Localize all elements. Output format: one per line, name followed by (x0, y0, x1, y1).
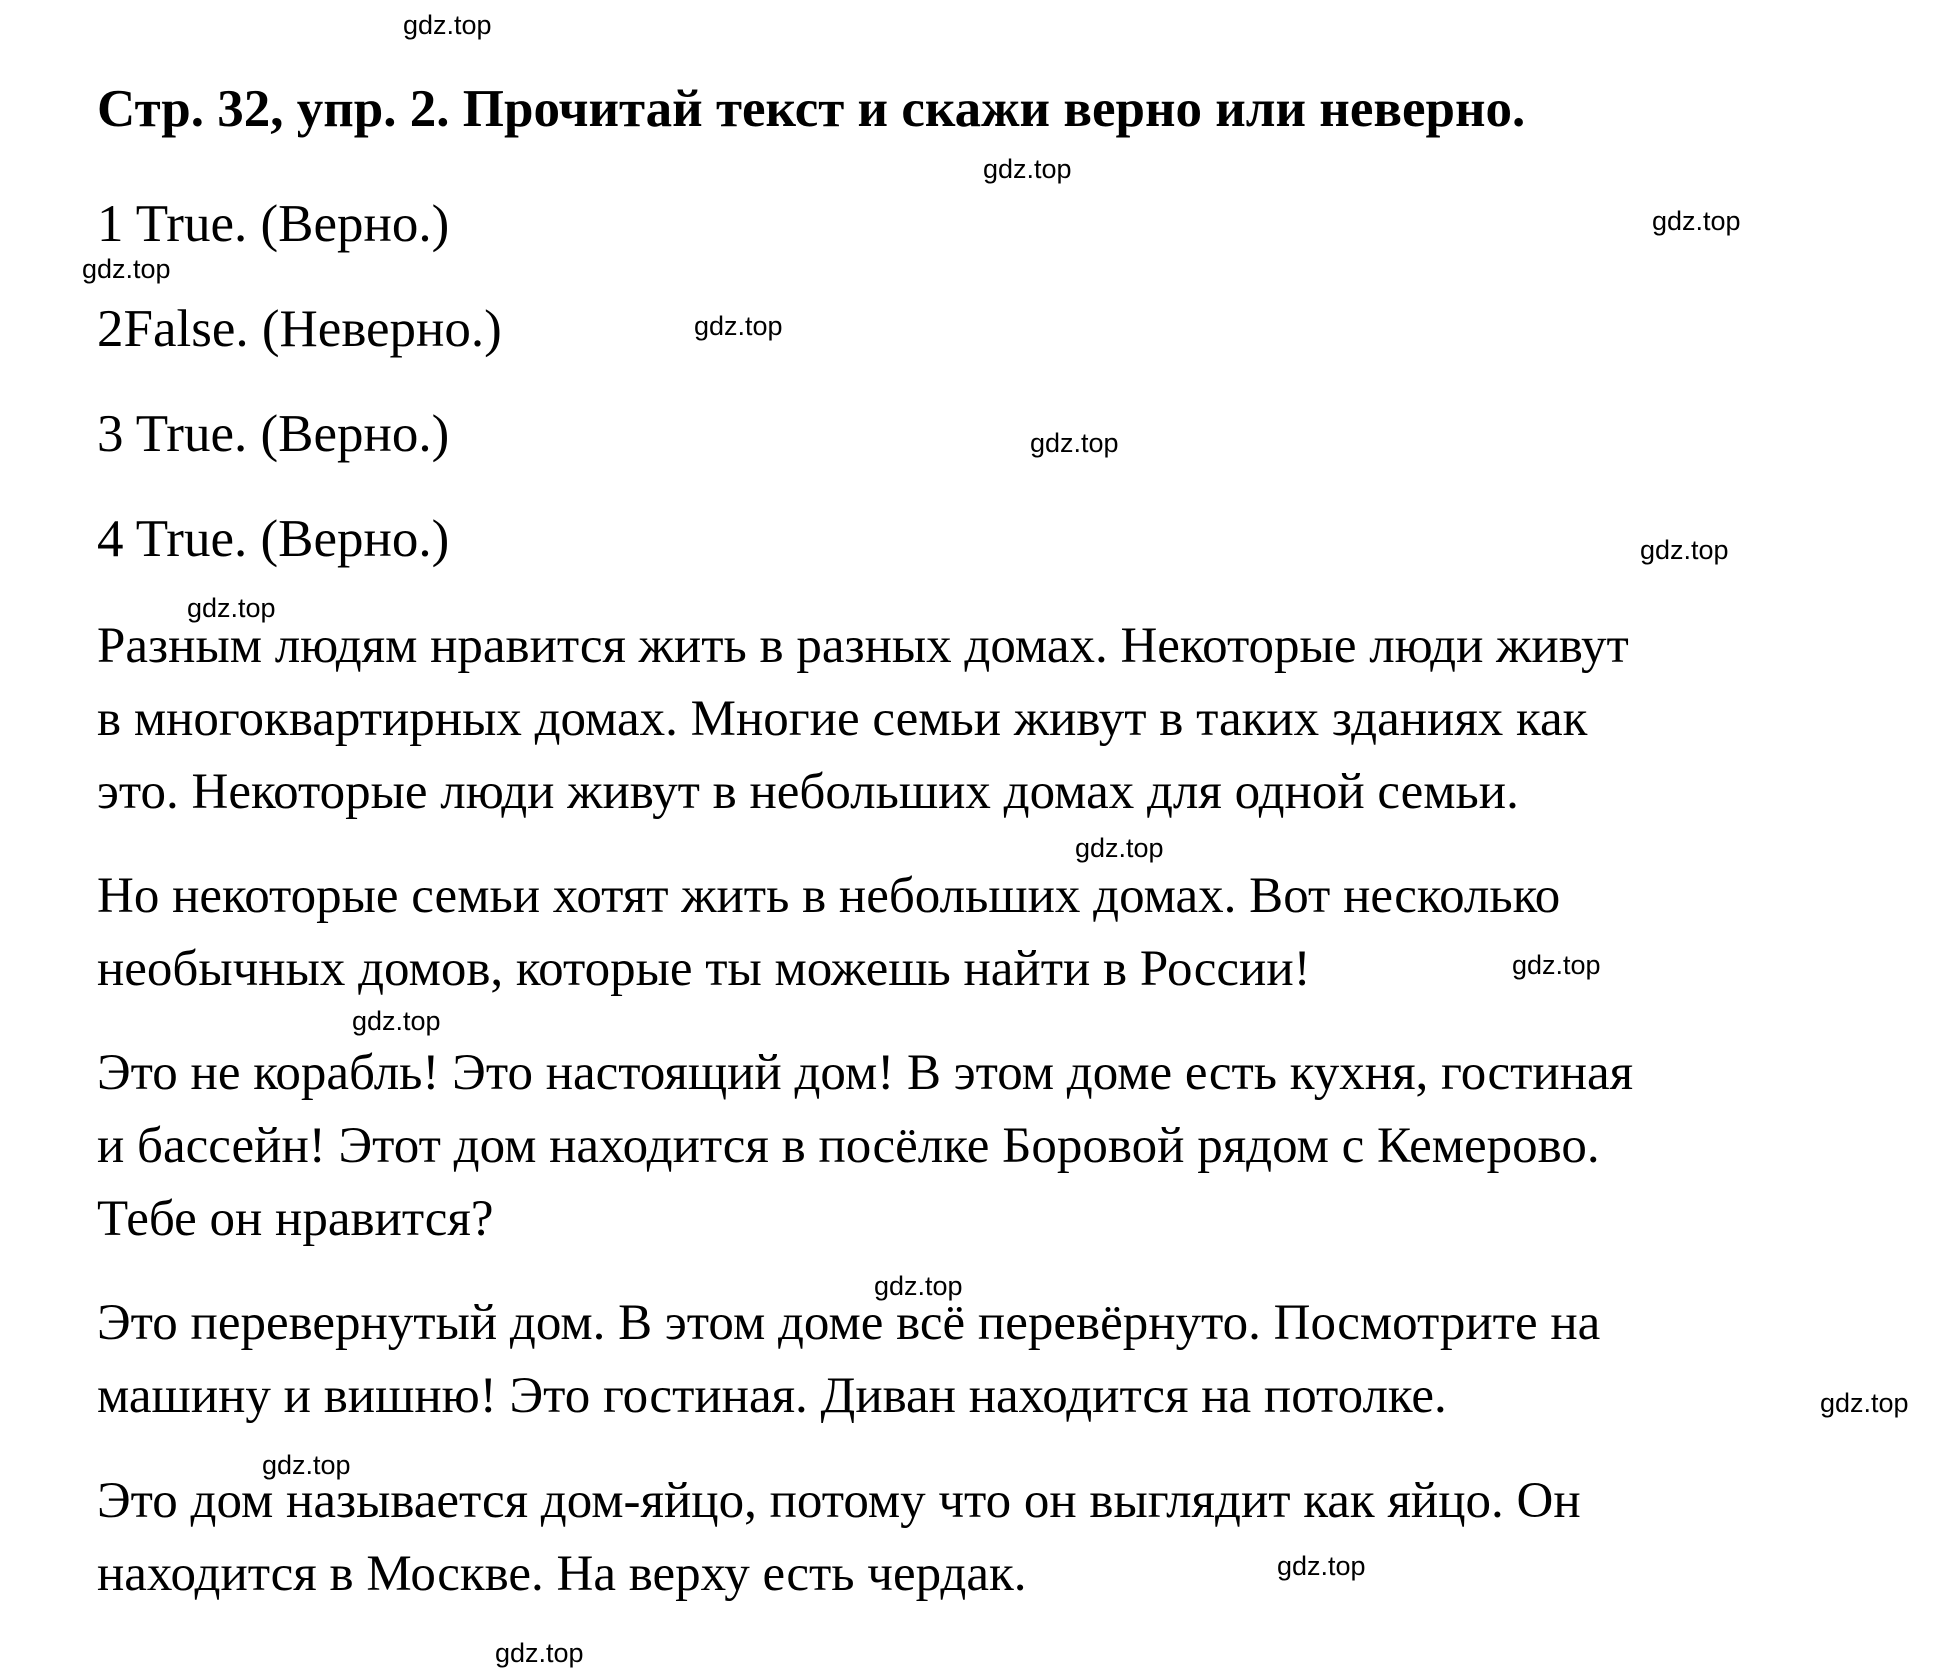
paragraph-line: Это не корабль! Это настоящий дом! В этом доме есть кухня, гостиная (97, 1045, 1634, 1101)
answer-2: 2False. (Неверно.) (97, 300, 502, 358)
watermark: gdz.top (352, 1006, 441, 1036)
watermark: gdz.top (1820, 1388, 1909, 1418)
watermark: gdz.top (983, 154, 1072, 184)
paragraph-line: Это перевернутый дом. В этом доме всё перевёрнуто. Посмотрите на (97, 1295, 1601, 1351)
watermark: gdz.top (694, 311, 783, 341)
paragraph-line: Разным людям нравится жить в разных домах. Некоторые люди живут (97, 618, 1629, 674)
paragraph-line: и бассейн! Этот дом находится в посёлке Боровой рядом с Кемерово. (97, 1118, 1600, 1174)
answer-4: 4 True. (Верно.) (97, 510, 450, 568)
answer-3: 3 True. (Верно.) (97, 405, 450, 463)
paragraph-line: это. Некоторые люди живут в небольших домах для одной семьи. (97, 764, 1519, 820)
paragraph-line: Но некоторые семьи хотят жить в небольших домах. Вот несколько (97, 868, 1561, 924)
watermark: gdz.top (82, 254, 171, 284)
watermark: gdz.top (1030, 428, 1119, 458)
watermark: gdz.top (1277, 1551, 1366, 1581)
watermark: gdz.top (495, 1638, 584, 1668)
paragraph-line: находится в Москве. На верху есть чердак. (97, 1546, 1027, 1602)
paragraph-line: необычных домов, которые ты можешь найти в России! (97, 941, 1311, 997)
watermark: gdz.top (1075, 833, 1164, 863)
watermark: gdz.top (874, 1271, 963, 1301)
paragraph-5 (97, 1465, 1897, 1611)
watermark: gdz.top (403, 10, 492, 40)
watermark: gdz.top (1640, 535, 1729, 565)
paragraph-line: в многоквартирных домах. Многие семьи живут в таких зданиях как (97, 691, 1588, 747)
paragraph-line: машину и вишню! Это гостиная. Диван находится на потолке. (97, 1368, 1447, 1424)
paragraph-line: Тебе он нравится? (97, 1191, 494, 1247)
paragraph-3 (97, 1037, 1897, 1256)
answer-1: 1 True. (Верно.) (97, 195, 450, 253)
watermark: gdz.top (1652, 206, 1741, 236)
paragraph-line: Это дом называется дом-яйцо, потому что он выглядит как яйцо. Он (97, 1473, 1581, 1529)
watermark: gdz.top (187, 593, 276, 623)
page-title: Стр. 32, упр. 2. Прочитай текст и скажи верно или неверно. (97, 80, 1526, 138)
paragraph-1 (97, 610, 1897, 829)
watermark: gdz.top (1512, 950, 1601, 980)
paragraph-2 (97, 860, 1897, 1006)
paragraph-4 (97, 1287, 1897, 1433)
watermark: gdz.top (262, 1450, 351, 1480)
